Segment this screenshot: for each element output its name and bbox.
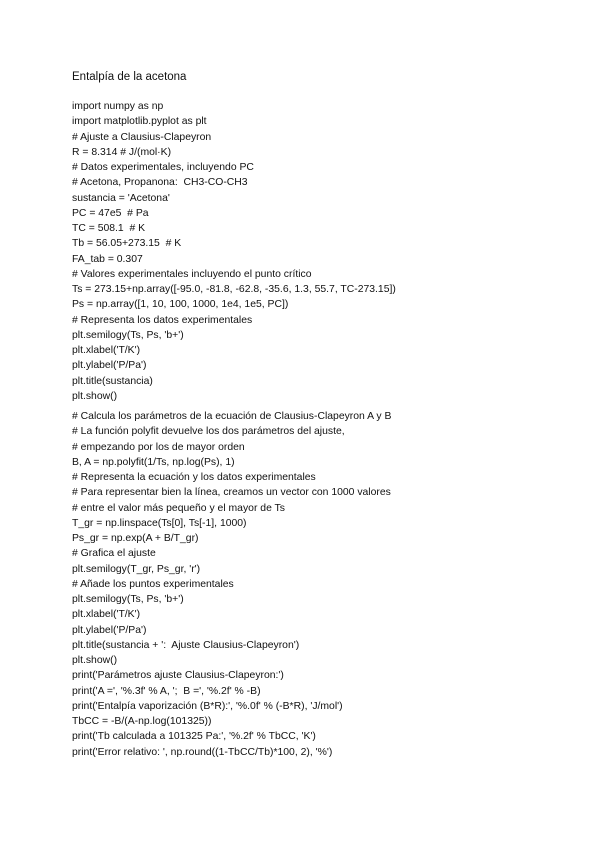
code-line: plt.show()	[72, 390, 118, 402]
code-line: plt.show()	[72, 655, 118, 666]
code-line: plt.xlabel('T/K')	[72, 345, 141, 356]
code-line: import matplotlib.pyplot as plt	[72, 116, 207, 128]
code-line: Ts = 273.15+np.array([-95.0, -81.8, -62.8, -35.6, 1.3, 55.7, TC-273.15])	[72, 284, 396, 295]
code-line: import numpy as np	[72, 101, 164, 112]
code-line: Tb = 56.05+273.15 # K	[72, 238, 182, 250]
code-line: # Para representar bien la línea, creamos un vector con 1000 valores	[72, 487, 391, 499]
code-line: plt.title(sustancia + ': Ajuste Clausius-Clapeyron')	[72, 639, 300, 651]
code-line: # Acetona, Propanona: CH3-CO-CH3	[72, 177, 248, 189]
code-line: # La función polyfit devuelve los dos parámetros del ajuste,	[72, 426, 345, 438]
code-line: # Datos experimentales, incluyendo PC	[72, 162, 254, 173]
code-line: plt.ylabel('P/Pa')	[72, 360, 147, 372]
code-line: PC = 47e5 # Pa	[72, 207, 149, 219]
code-line: # Añade los puntos experimentales	[72, 578, 234, 590]
code-line: Ps_gr = np.exp(A + B/T_gr)	[72, 533, 199, 544]
code-line: # Valores experimentales incluyendo el punto crítico	[72, 268, 312, 280]
code-line: plt.semilogy(T_gr, Ps_gr, 'r')	[72, 563, 201, 575]
code-line: # Representa la ecuación y los datos experimentales	[72, 472, 316, 483]
code-line: R = 8.314 # J/(mol·K)	[72, 146, 172, 158]
code-line: print('A =', '%.3f' % A, '; B =', '%.2f' % -B)	[72, 685, 261, 697]
document-title: Entalpía de la acetona	[72, 71, 187, 83]
code-line: # empezando por los de mayor orden	[72, 441, 245, 453]
code-block-2	[72, 409, 391, 760]
code-line: # entre el valor más pequeño y el mayor de Ts	[72, 502, 285, 514]
code-line: # Grafica el ajuste	[72, 548, 156, 560]
code-line: plt.ylabel('P/Pa')	[72, 624, 147, 636]
code-line: TC = 508.1 # K	[72, 223, 146, 234]
code-line: Ps = np.array([1, 10, 100, 1000, 1e4, 1e5, PC])	[72, 299, 289, 311]
code-line: T_gr = np.linspace(Ts[0], Ts[-1], 1000)	[72, 517, 247, 529]
code-line: print('Entalpía vaporización (B*R):', '%.0f' % (-B*R), 'J/mol')	[72, 700, 343, 712]
code-line: plt.semilogy(Ts, Ps, 'b+')	[72, 329, 184, 341]
code-line: # Ajuste a Clausius-Clapeyron	[72, 131, 212, 143]
code-line: plt.semilogy(Ts, Ps, 'b+')	[72, 594, 184, 605]
code-line: FA_tab = 0.307	[72, 253, 143, 265]
code-line: print('Parámetros ajuste Clausius-Clapeyron:')	[72, 670, 284, 682]
code-line: sustancia = 'Acetona'	[72, 192, 170, 204]
code-line: # Representa los datos experimentales	[72, 314, 253, 326]
code-block-1	[72, 99, 396, 404]
code-line: print('Tb calculada a 101325 Pa:', '%.2f' % TbCC, 'K')	[72, 731, 316, 743]
code-line: TbCC = -B/(A-np.log(101325))	[72, 716, 212, 727]
code-line: plt.title(sustancia)	[72, 375, 153, 387]
code-line: plt.xlabel('T/K')	[72, 609, 141, 621]
code-line: # Calcula los parámetros de la ecuación de Clausius-Clapeyron A y B	[72, 411, 392, 422]
code-line: print('Error relativo: ', np.round((1-TbCC/Tb)*100, 2), '%')	[72, 746, 333, 758]
code-line: B, A = np.polyfit(1/Ts, np.log(Ps), 1)	[72, 456, 235, 468]
